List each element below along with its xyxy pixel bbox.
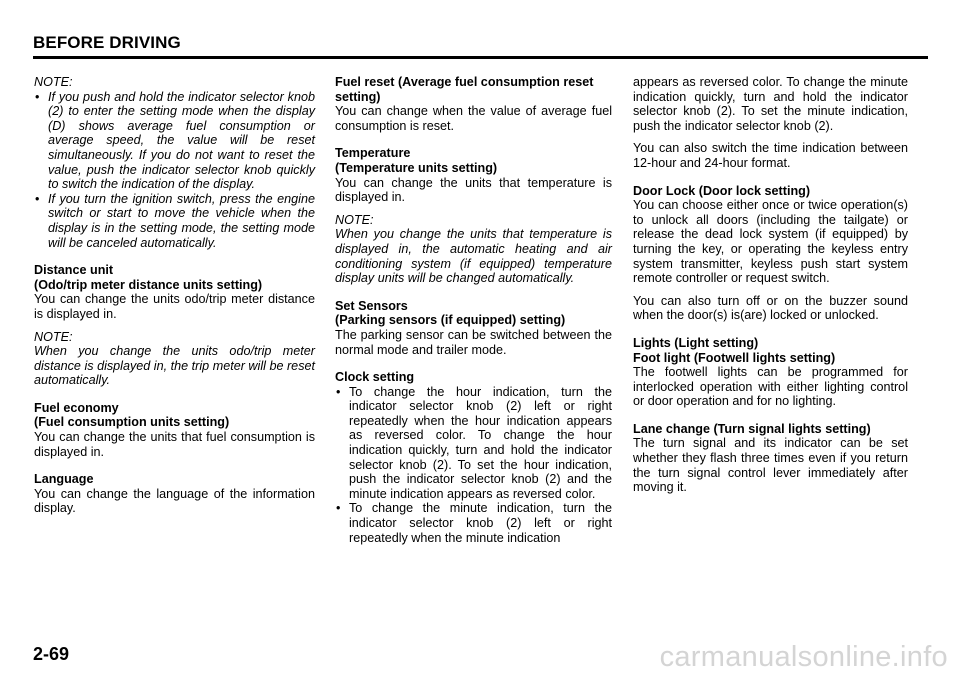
section-subtitle-foot-light: Foot light (Footwell lights setting) <box>633 350 836 365</box>
section-title-lane-change: Lane change (Turn signal lights setting) <box>633 421 871 436</box>
section-body-door-lock: You can choose either once or twice operation(s) to unlock all doors (including the tailgate) or release the dead lock system (if equipped) by turning the key, or operating the keyless entry system transmitter, keyless push start system remote controller or request switch. <box>633 198 908 286</box>
note-list <box>34 90 315 251</box>
section-title-lights: Lights (Light setting) <box>633 335 759 350</box>
section-body-set-sensors: The parking sensor can be switched between the normal mode and trailer mode. <box>335 327 612 357</box>
section-title-clock-setting: Clock setting <box>335 370 415 385</box>
watermark: carmanualsonline.info <box>659 641 948 673</box>
note-text: When you change the units that temperature is displayed in, the automatic heating and air conditioning system (if equipped) temperature display units will be changed automatically. <box>335 227 612 286</box>
section-title-fuel-economy: Fuel economy <box>34 400 119 415</box>
section-subtitle-fuel-economy: (Fuel consumption units setting) <box>34 415 230 430</box>
section-body-fuel-reset: You can change when the value of average fuel consumption is reset. <box>335 104 612 133</box>
section-title-fuel-reset: Fuel reset (Average fuel consumption reset setting) <box>335 75 594 104</box>
section-title-distance-unit: Distance unit <box>34 263 114 278</box>
section-title-language: Language <box>34 472 94 487</box>
section-body-fuel-economy: You can change the units that fuel consumption is displayed in. <box>34 430 315 459</box>
clock-step-continued: appears as reversed color. To change the minute indication quickly, turn and hold the indicator selector knob (2). To set the minute indication, push the indicator selector knob (2). <box>633 75 908 133</box>
header-divider <box>33 56 928 59</box>
section-body-lane-change: The turn signal and its indicator can be set whether they flash three times even if you return the turn signal control lever immediately after moving it. <box>633 436 908 495</box>
section-body-language: You can change the language of the information display. <box>34 486 315 516</box>
column-2 <box>335 75 612 545</box>
section-body-temperature: You can change the units that temperature is displayed in. <box>335 175 612 205</box>
section-title-temperature: Temperature <box>335 146 411 161</box>
section-title-set-sensors: Set Sensors <box>335 298 408 313</box>
list-item: • To change the minute indication, turn the indicator selector knob (2) left or right repeatedly when the minute indication <box>335 501 612 545</box>
column-3 <box>633 75 908 495</box>
list-item: • To change the hour indication, turn the indicator selector knob (2) left or right repeatedly when the hour indication appears as reversed color. To change the hour indication quickly, turn and hold the indicator selector knob (2). To set the hour indication, push the indicator selector knob (2) and the minute indication appears as reversed color. <box>335 385 612 502</box>
note-item: • If you push and hold the indicator selector knob (2) to enter the setting mode when the display (D) shows average fuel consumption or average speed, the value will be reset simultaneously. If you do not want to reset the value, push the indicator selector knob quickly to switch the indication of the display. <box>34 90 315 192</box>
clock-steps-list <box>335 385 612 546</box>
note-text: When you change the units odo/trip meter distance is displayed in, the trip meter will be reset automatically. <box>34 344 315 388</box>
section-subtitle-temperature: (Temperature units setting) <box>335 160 498 175</box>
note-item: • If you turn the ignition switch, press the engine switch or start to move the vehicle when the display is in the setting mode, the setting mode will be canceled automatically. <box>34 192 315 250</box>
section-subtitle-set-sensors: (Parking sensors (if equipped) setting) <box>335 313 566 328</box>
column-1 <box>34 75 315 516</box>
section-title-door-lock: Door Lock (Door lock setting) <box>633 183 811 198</box>
section-subtitle-distance-unit: (Odo/trip meter distance units setting) <box>34 277 263 292</box>
buzzer-text: You can also turn off or on the buzzer sound when the door(s) is(are) locked or unlocked. <box>633 293 908 323</box>
note-label: NOTE: <box>34 75 73 89</box>
clock-format-text: You can also switch the time indication between 12-hour and 24-hour format. <box>633 141 908 170</box>
note-label: NOTE: <box>34 329 73 344</box>
section-body-foot-light: The footwell lights can be programmed for interlocked operation with either lighting control or door operation and for no lighting. <box>633 365 908 409</box>
note-label: NOTE: <box>335 212 374 227</box>
section-body-distance-unit: You can change the units odo/trip meter distance is displayed in. <box>34 292 315 321</box>
page-header-title: BEFORE DRIVING <box>33 33 181 52</box>
page-number: 2-69 <box>33 644 70 664</box>
